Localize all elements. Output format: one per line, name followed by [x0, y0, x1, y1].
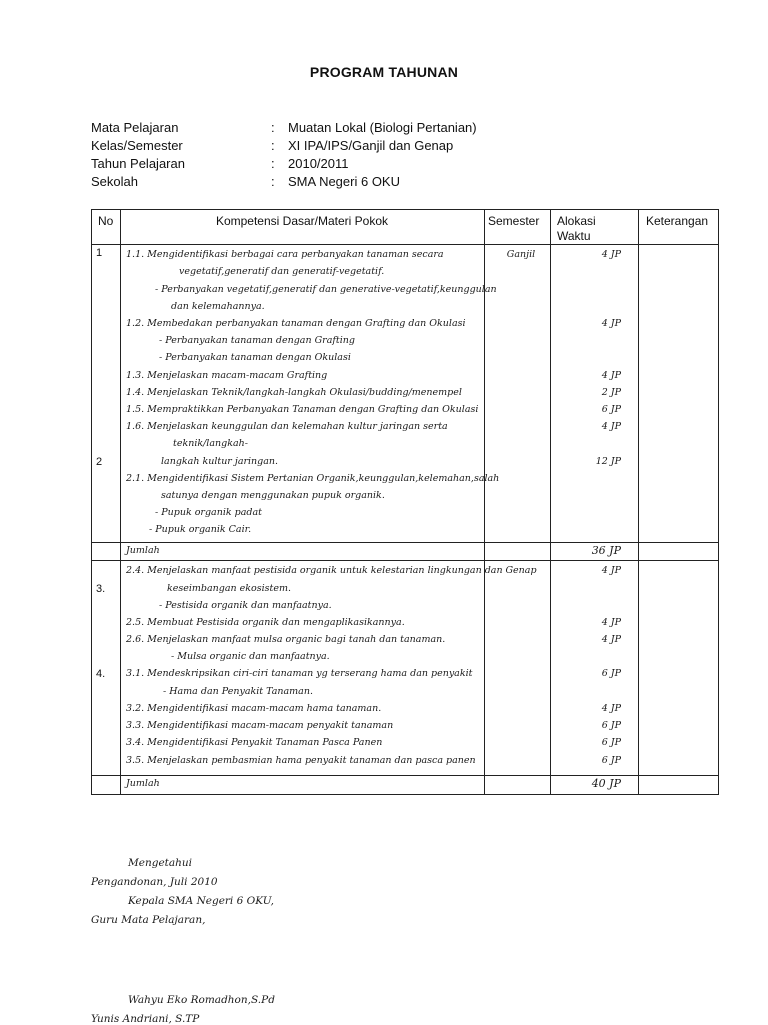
kd-line: 1.2. Membedakan perbanyakan tanaman dengan Grafting dan Okulasi [126, 318, 466, 329]
alokasi-value: 4 JP [601, 634, 621, 645]
meta-label: Sekolah [91, 174, 138, 189]
kd-line: 3.3. Mengidentifikasi macam-macam penyakit tanaman [126, 720, 394, 731]
table-rule [91, 542, 719, 543]
semester-genap: Genap [505, 565, 537, 576]
kd-line: 3.4. Mengidentifikasi Penyakit Tanaman Pasca Panen [126, 737, 383, 748]
meta-colon: : [271, 138, 275, 153]
jumlah-label: Jumlah [126, 545, 160, 556]
meta-value: Muatan Lokal (Biologi Pertanian) [288, 120, 477, 135]
alokasi-value: 6 JP [601, 720, 621, 731]
alokasi-value: 6 JP [601, 755, 621, 766]
meta-row-mata-pelajaran [91, 119, 477, 137]
meta-colon: : [271, 174, 275, 189]
sign-place-date: Pengandonan, Juli 2010 [91, 876, 218, 888]
alokasi-value: 6 JP [601, 404, 621, 415]
meta-row-sekolah [91, 173, 477, 191]
meta-label: Kelas/Semester [91, 138, 183, 153]
alokasi-value: 4 JP [601, 565, 621, 576]
meta-value: 2010/2011 [288, 156, 349, 171]
row-number: 2 [96, 456, 103, 468]
alokasi-value: 4 JP [601, 318, 621, 329]
kd-line: 1.3. Menjelaskan macam-macam Grafting [126, 370, 328, 381]
kd-line: 2.1. Mengidentifikasi Sistem Pertanian Organik,keunggulan,kelemahan,salah [126, 473, 500, 484]
kd-line: - Pestisida organik dan manfaatnya. [159, 600, 332, 611]
page-title: PROGRAM TAHUNAN [309, 64, 459, 80]
sign-kepala: Kepala SMA Negeri 6 OKU, [128, 895, 274, 907]
kd-line: 1.4. Menjelaskan Teknik/langkah-langkah Okulasi/budding/menempel [126, 387, 462, 398]
alokasi-value: 6 JP [601, 737, 621, 748]
header-semester: Semester [488, 214, 540, 228]
meta-block [91, 119, 477, 191]
kd-line: - Mulsa organic dan manfaatnya. [171, 651, 330, 662]
table-rule [91, 775, 719, 776]
table-rule [91, 209, 719, 210]
table-rule [718, 209, 719, 795]
kd-line: 2.5. Membuat Pestisida organik dan mengaplikasikannya. [126, 617, 405, 628]
table-rule [638, 209, 639, 795]
table-rule [91, 244, 719, 245]
table-rule [550, 209, 551, 795]
table-rule [120, 209, 121, 795]
kd-line: 3.5. Menjelaskan pembasmian hama penyakit tanaman dan pasca panen [126, 755, 476, 766]
program-table [91, 209, 719, 795]
header-waktu: Waktu [557, 229, 591, 243]
sign-mengetahui: Mengetahui [128, 857, 193, 869]
alokasi-value: 2 JP [601, 387, 621, 398]
kd-line: vegetatif,generatif dan generatif-vegetatif. [179, 266, 385, 277]
kd-line: - Perbanyakan tanaman dengan Grafting [159, 335, 355, 346]
sign-guru: Guru Mata Pelajaran, [91, 914, 206, 926]
kd-line: 2.6. Menjelaskan manfaat mulsa organic bagi tanah dan tanaman. [126, 634, 446, 645]
alokasi-value: 4 JP [601, 617, 621, 628]
meta-label: Tahun Pelajaran [91, 156, 185, 171]
kd-line: keseimbangan ekosistem. [167, 583, 292, 594]
kd-line: 1.6. Menjelaskan keunggulan dan kelemahan kultur jaringan serta [126, 421, 448, 432]
header-alokasi: Alokasi [557, 214, 596, 228]
table-rule [91, 560, 719, 561]
alokasi-value: 4 JP [601, 421, 621, 432]
kd-line: langkah kultur jaringan. [161, 456, 279, 467]
alokasi-value: 4 JP [601, 703, 621, 714]
meta-row-tahun-pelajaran [91, 155, 477, 173]
row-number: 1 [96, 247, 103, 259]
jumlah-value: 40 JP [591, 777, 621, 790]
kd-line: 3.2. Mengidentifikasi macam-macam hama tanaman. [126, 703, 382, 714]
kd-line: - Pupuk organik Cair. [149, 524, 252, 535]
meta-value: XI IPA/IPS/Ganjil dan Genap [288, 138, 454, 153]
kd-line: teknik/langkah- [173, 438, 248, 449]
kd-line: - Pupuk organik padat [155, 507, 262, 518]
kd-line: 1.1. Mengidentifikasi berbagai cara perbanyakan tanaman secara [126, 249, 444, 260]
semester-ganjil: Ganjil [506, 249, 536, 260]
meta-value: SMA Negeri 6 OKU [288, 174, 400, 189]
row-number: 3. [96, 583, 106, 595]
meta-label: Mata Pelajaran [91, 120, 179, 135]
meta-colon: : [271, 156, 275, 171]
sign-name-2: Yunis Andriani, S.TP [91, 1013, 200, 1025]
jumlah-label: Jumlah [126, 778, 160, 789]
jumlah-value: 36 JP [591, 544, 621, 557]
kd-line: - Hama dan Penyakit Tanaman. [163, 686, 313, 697]
header-no: No [98, 214, 114, 228]
row-number: 4. [96, 668, 106, 680]
kd-line: 2.4. Menjelaskan manfaat pestisida organik untuk kelestarian lingkungan dan [126, 565, 503, 576]
kd-line: - Perbanyakan vegetatif,generatif dan generative-vegetatif,keunggulan [155, 284, 497, 295]
kd-line: satunya dengan menggunakan pupuk organik. [161, 490, 385, 501]
table-rule [91, 794, 719, 795]
alokasi-value: 12 JP [595, 456, 621, 467]
alokasi-value: 4 JP [601, 249, 621, 260]
sign-name-1: Wahyu Eko Romadhon,S.Pd [128, 994, 275, 1006]
table-rule [484, 209, 485, 795]
alokasi-value: 6 JP [601, 668, 621, 679]
alokasi-value: 4 JP [601, 370, 621, 381]
header-kompetensi: Kompetensi Dasar/Materi Pokok [215, 214, 389, 228]
kd-line: 3.1. Mendeskripsikan ciri-ciri tanaman yg terserang hama dan penyakit [126, 668, 473, 679]
header-keterangan: Keterangan [646, 214, 709, 228]
meta-row-kelas-semester [91, 137, 477, 155]
kd-line: dan kelemahannya. [171, 301, 265, 312]
table-rule [91, 209, 92, 795]
meta-colon: : [271, 120, 275, 135]
kd-line: 1.5. Mempraktikkan Perbanyakan Tanaman dengan Grafting dan Okulasi [126, 404, 479, 415]
kd-line: - Perbanyakan tanaman dengan Okulasi [159, 352, 351, 363]
